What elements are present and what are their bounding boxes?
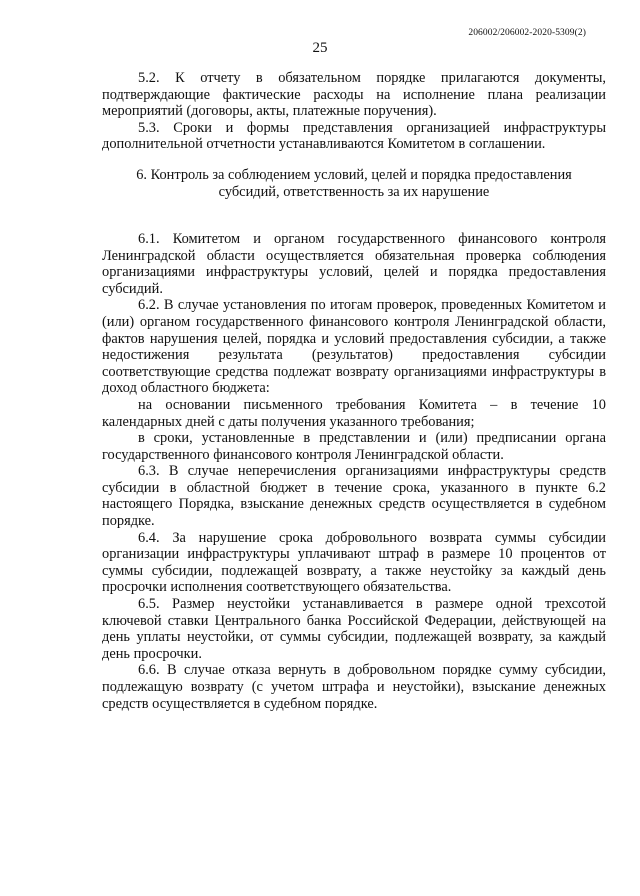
paragraph-6-2: 6.2. В случае установления по итогам проверок, проведенных Комитетом и (или) органом государственного финансового контроля Ленинградской области, фактов нарушения целей, порядка и условий предоставления субсидии, а также недостижения результата (результатов) предоставления субсидии соответствующие средства подлежат возврату организациями инфраструктуры в доход областного бюджета: xyxy=(102,297,606,397)
paragraph-6-1: 6.1. Комитетом и органом государственного финансового контроля Ленинградской области осуществляется обязательная проверка соблюдения организациями инфраструктуры условий, целей и порядка предоставления субсидий. xyxy=(102,230,606,297)
paragraph-5-3: 5.3. Сроки и формы представления организацией инфраструктуры дополнительной отчетности устанавливаются Комитетом в соглашении. xyxy=(102,119,606,153)
paragraph-6-6: 6.6. В случае отказа вернуть в добровольном порядке сумму субсидии, подлежащую возврату (с учетом штрафа и неустойки), взыскание денежных средств осуществляется в судебном порядке. xyxy=(102,662,606,712)
paragraph-5-2: 5.2. К отчету в обязательном порядке прилагаются документы, подтверждающие фактические расходы на исполнение плана реализации мероприятий (договоры, акты, платежные поручения). xyxy=(102,70,606,120)
paragraph-6-5: 6.5. Размер неустойки устанавливается в размере одной трехсотой ключевой ставки Центрального банка Российской Федерации, действующей на день уплаты неустойки, от суммы субсидии, подлежащей возврату, за каждый день просрочки. xyxy=(102,596,606,662)
paragraph-6-2-item-1: на основании письменного требования Комитета – в течение 10 календарных дней с даты получения указанного требования; xyxy=(102,396,606,430)
paragraph-6-3: 6.3. В случае неперечисления организациями инфраструктуры средств субсидии в областной бюджет в течение срока, указанного в пункте 6.2 настоящего Порядка, взыскание денежных средств осуществляется в судебном порядке. xyxy=(102,463,606,530)
document-id: 206002/206002-2020-5309(2) xyxy=(468,28,586,38)
section-6-heading-line-2: субсидий, ответственность за их нарушение xyxy=(218,183,490,200)
document-body xyxy=(102,70,606,712)
page-number: 25 xyxy=(312,40,328,56)
section-6-heading xyxy=(102,167,606,201)
paragraph-6-4: 6.4. За нарушение срока добровольного возврата суммы субсидии организации инфраструктуры уплачивают штраф в размере 10 процентов от суммы субсидии, подлежащей возврату, а также неустойку за каждый день просрочки исполнения соответствующего обязательства. xyxy=(102,529,606,596)
paragraph-6-2-item-2: в сроки, установленные в представлении и (или) предписании органа государственного финансового контроля Ленинградской области. xyxy=(102,430,606,463)
section-6-heading-line-1: 6. Контроль за соблюдением условий, целей и порядка предоставления xyxy=(136,166,572,183)
